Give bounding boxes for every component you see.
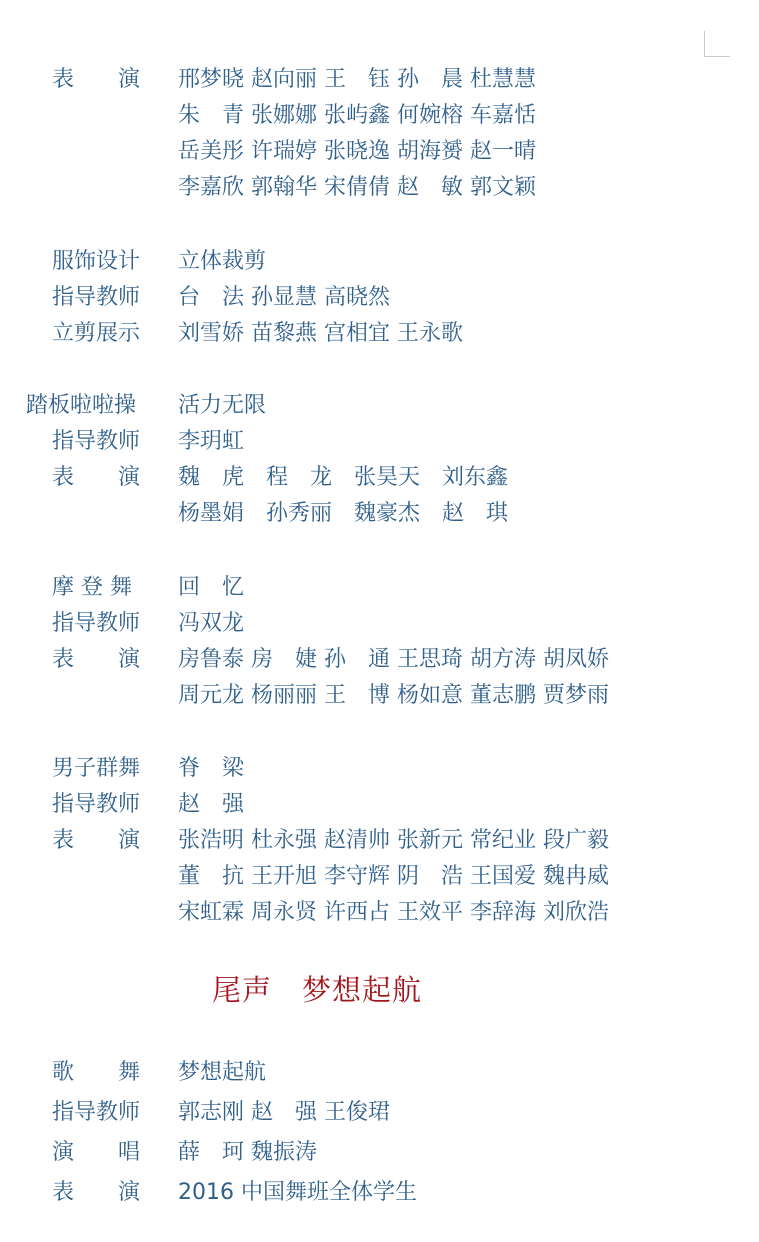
performer-names: 2016 中国舞班全体学生: [178, 1180, 417, 1205]
credit-line: [0, 317, 759, 351]
credit-line: [0, 1096, 759, 1130]
singer-names: 薛 珂 魏振涛: [178, 1140, 317, 1165]
performer-names: 宋虹霖 周永贤 许西占 王效平 李辞海 刘欣浩: [178, 900, 609, 925]
role-label: 表 演: [52, 647, 141, 672]
role-label: 立剪展示: [52, 321, 141, 346]
performer-names: 魏 虎 程 龙 张昊天 刘东鑫: [178, 465, 509, 490]
credit-line: [0, 63, 759, 97]
role-label: 演 唱: [52, 1140, 141, 1165]
credit-line: [0, 171, 759, 205]
role-label: 指导教师: [52, 285, 141, 310]
role-label: 摩 登 舞: [52, 575, 132, 600]
teacher-names: 台 法 孙显慧 高晓然: [178, 285, 390, 310]
credit-line: [0, 752, 759, 786]
teacher-names: 赵 强: [178, 792, 245, 817]
credit-line: [0, 788, 759, 822]
program-name: 回 忆: [178, 575, 245, 600]
credit-line: [0, 643, 759, 677]
performer-names: 李嘉欣 郭翰华 宋倩倩 赵 敏 郭文颖: [178, 175, 536, 200]
credit-line: [0, 860, 759, 894]
role-label: 表 演: [52, 67, 141, 92]
credit-line: [0, 1136, 759, 1170]
teacher-names: 郭志刚 赵 强 王俊珺: [178, 1100, 390, 1125]
credit-line: [0, 389, 759, 423]
performer-names: 房鲁泰 房 婕 孙 通 王思琦 胡方涛 胡凤娇: [178, 647, 609, 672]
role-label: 踏板啦啦操: [26, 393, 137, 418]
page-corner-mark: [704, 31, 730, 57]
performer-names: 朱 青 张娜娜 张屿鑫 何婉榕 车嘉恬: [178, 103, 536, 128]
performer-names: 周元龙 杨丽丽 王 博 杨如意 董志鹏 贾梦雨: [178, 683, 609, 708]
finale-title: 尾声 梦想起航: [212, 973, 423, 1007]
performer-names: 岳美彤 许瑞婷 张晓逸 胡海赟 赵一晴: [178, 139, 536, 164]
program-name: 脊 梁: [178, 756, 245, 781]
role-label: 表 演: [52, 465, 141, 490]
credit-line: [0, 135, 759, 169]
credit-line: [0, 461, 759, 495]
role-label: 表 演: [52, 1180, 141, 1205]
credit-line: [0, 281, 759, 315]
credit-line: [0, 1056, 759, 1090]
role-label: 服饰设计: [52, 249, 141, 274]
credit-line: [0, 425, 759, 459]
role-label: 指导教师: [52, 429, 141, 454]
credit-line: [0, 245, 759, 279]
credit-line: [0, 896, 759, 930]
role-label: 指导教师: [52, 611, 141, 636]
role-label: 指导教师: [52, 792, 141, 817]
teacher-names: 冯双龙: [178, 611, 245, 636]
teacher-names: 李玥虹: [178, 429, 245, 454]
role-label: 男子群舞: [52, 756, 141, 781]
credit-line: [0, 679, 759, 713]
program-name: 立体裁剪: [178, 249, 267, 274]
credit-line: [0, 824, 759, 858]
performer-names: 董 抗 王开旭 李守辉 阴 浩 王国爱 魏冉威: [178, 864, 609, 889]
performer-names: 杨墨娟 孙秀丽 魏豪杰 赵 琪: [178, 501, 509, 526]
role-label: 指导教师: [52, 1100, 141, 1125]
program-name: 梦想起航: [178, 1060, 267, 1085]
program-name: 活力无限: [178, 393, 267, 418]
performer-names: 邢梦晓 赵向丽 王 钰 孙 晨 杜慧慧: [178, 67, 536, 92]
credit-line: [0, 99, 759, 133]
performer-names: 刘雪娇 苗黎燕 宫相宜 王永歌: [178, 321, 463, 346]
credit-line: [0, 607, 759, 641]
credit-line: [0, 1176, 759, 1210]
credit-line: [0, 497, 759, 531]
performer-names: 张浩明 杜永强 赵清帅 张新元 常纪业 段广毅: [178, 828, 609, 853]
role-label: 表 演: [52, 828, 141, 853]
credit-line: [0, 571, 759, 605]
role-label: 歌 舞: [52, 1060, 141, 1085]
